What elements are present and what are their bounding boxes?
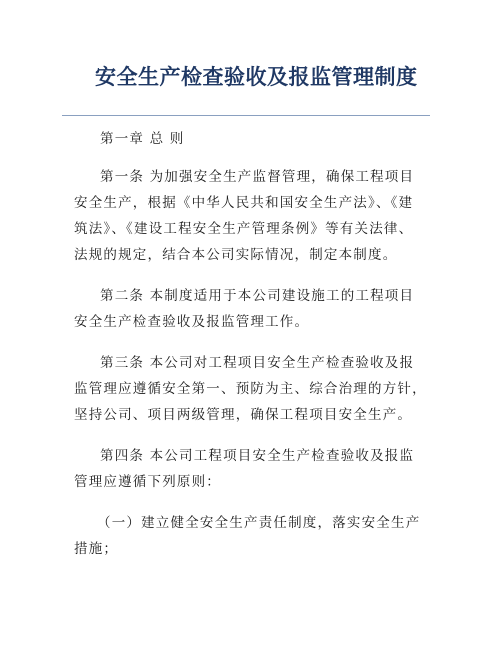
paragraph-line: （一）建立健全安全生产责任制度，落实安全生产 (97, 515, 421, 531)
paragraph-line: 第三条 本公司对工程项目安全生产检查验收及报 (100, 355, 415, 371)
document-title: 安全生产检查验收及报监管理制度 (95, 65, 418, 89)
paragraph-line: 筑法》、《建设工程安全生产管理条例》等有关法律、 (74, 221, 414, 237)
paragraph-line: 监管理应遵循安全第一、预防为主、综合治理的方针， (74, 381, 427, 397)
paragraph-line: 第一条 为加强安全生产监督管理，确保工程项目 (100, 169, 415, 185)
paragraph-line: 安全生产检查验收及报监管理工作。 (74, 314, 310, 330)
paragraph-line: 第四条 本公司工程项目安全生产检查验收及报监 (100, 448, 415, 464)
paragraph-line: 措施； (74, 541, 119, 557)
paragraph-line: 法规的规定，结合本公司实际情况，制定本制度。 (74, 247, 398, 263)
paragraph-line: 管理应遵循下列原则： (74, 474, 221, 490)
title-divider (62, 115, 430, 116)
paragraph-line: 坚持公司、项目两级管理，确保工程项目安全生产。 (74, 407, 413, 423)
chapter-heading: 第一章 总 则 (100, 131, 185, 147)
paragraph-line: 安全生产，根据《中华人民共和国安全生产法》、《建 (74, 195, 414, 211)
paragraph-line: 第二条 本制度适用于本公司建设施工的工程项目 (100, 288, 415, 304)
